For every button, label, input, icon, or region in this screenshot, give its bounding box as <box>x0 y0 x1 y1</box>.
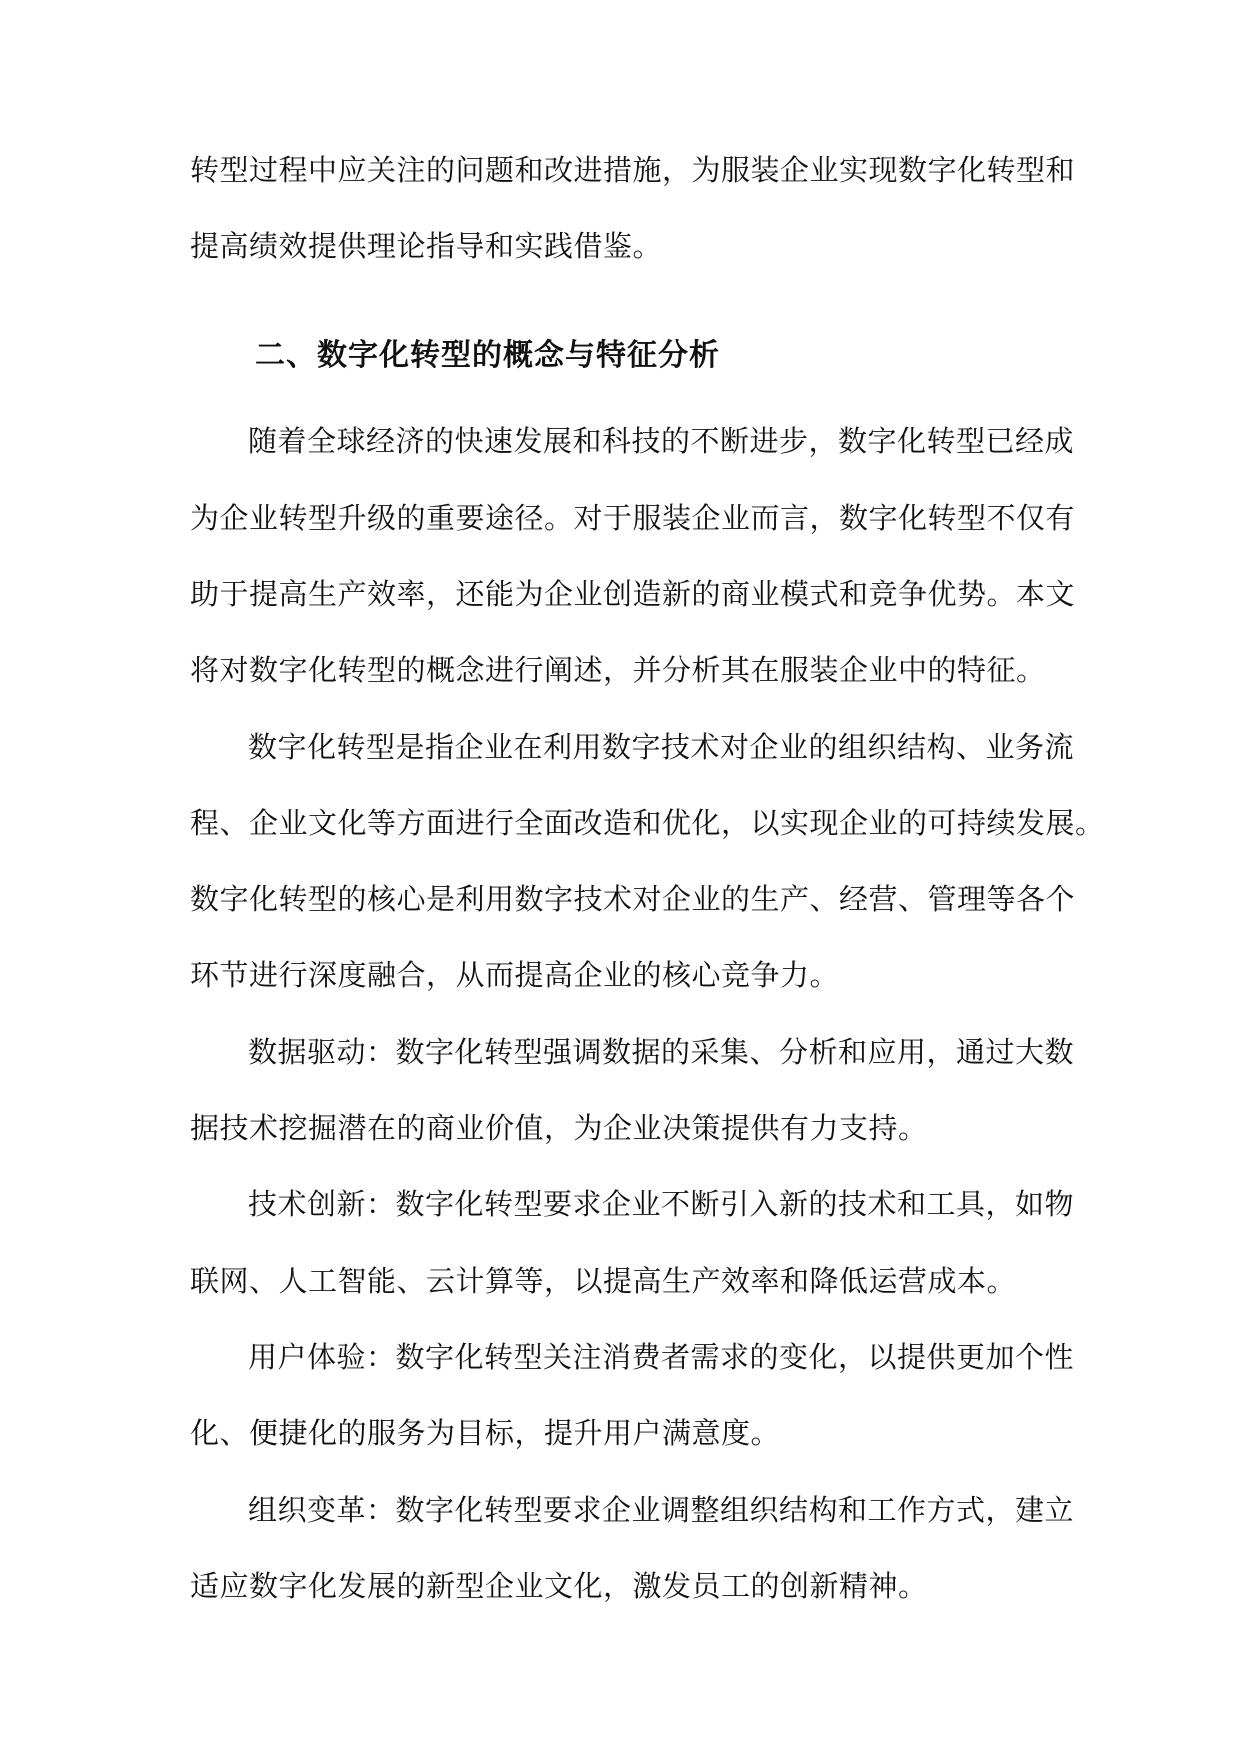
paragraph-first-line: 随着全球经济的快速发展和科技的不断进步，数字化转型已经成 <box>248 424 1075 458</box>
paragraph-first-line: 技术创新：数字化转型要求企业不断引入新的技术和工具，如物 <box>248 1187 1075 1221</box>
text-line: 联网、人工智能、云计算等，以提高生产效率和降低运营成本。 <box>190 1264 1017 1298</box>
text-line: 助于提高生产效率，还能为企业创造新的商业模式和竞争优势。本文 <box>190 577 1076 611</box>
text-line: 转型过程中应关注的问题和改进措施，为服装企业实现数字化转型和 <box>190 153 1076 187</box>
text-line: 化、便捷化的服务为目标，提升用户满意度。 <box>190 1416 781 1450</box>
paragraph-first-line: 用户体验：数字化转型关注消费者需求的变化，以提供更加个性 <box>248 1340 1075 1374</box>
section-heading: 二、数字化转型的概念与特征分析 <box>255 338 720 373</box>
text-line: 适应数字化发展的新型企业文化，激发员工的创新精神。 <box>190 1569 928 1603</box>
text-line: 为企业转型升级的重要途径。对于服装企业而言，数字化转型不仅有 <box>190 501 1076 535</box>
text-line: 数字化转型的核心是利用数字技术对企业的生产、经营、管理等各个 <box>190 882 1076 916</box>
paragraph-first-line: 数据驱动：数字化转型强调数据的采集、分析和应用，通过大数 <box>248 1035 1075 1069</box>
text-line: 提高绩效提供理论指导和实践借鉴。 <box>190 229 663 263</box>
text-line: 环节进行深度融合，从而提高企业的核心竞争力。 <box>190 958 840 992</box>
paragraph-first-line: 数字化转型是指企业在利用数字技术对企业的组织结构、业务流 <box>248 730 1075 764</box>
text-line: 将对数字化转型的概念进行阐述，并分析其在服装企业中的特征。 <box>190 653 1046 687</box>
text-line: 程、企业文化等方面进行全面改造和优化，以实现企业的可持续发展。 <box>190 806 1105 840</box>
text-line: 据技术挖掘潜在的商业价值，为企业决策提供有力支持。 <box>190 1111 928 1145</box>
paragraph-first-line: 组织变革：数字化转型要求企业调整组织结构和工作方式，建立 <box>248 1493 1075 1527</box>
